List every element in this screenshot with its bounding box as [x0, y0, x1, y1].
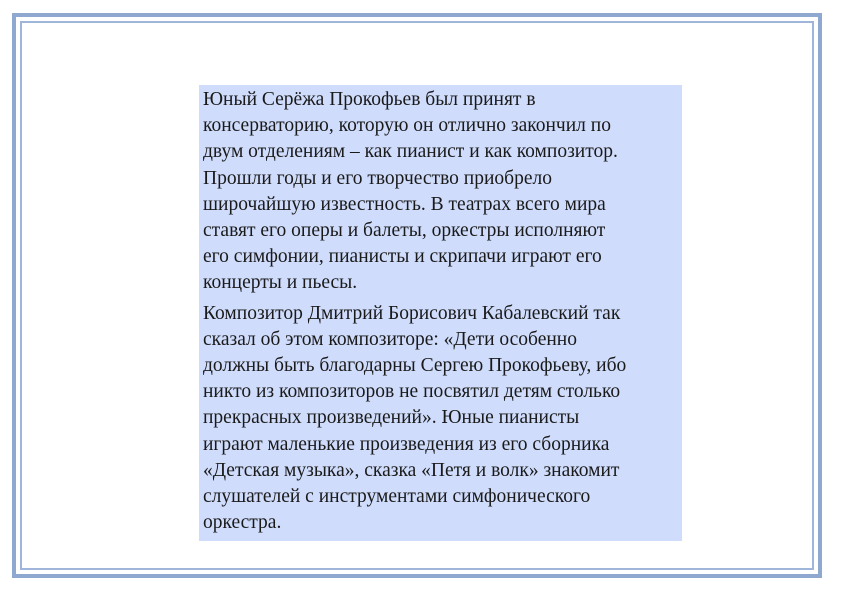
text-line: слушателей с инструментами симфонического [203, 486, 591, 508]
text-line: оркестра. [203, 512, 282, 534]
text-line: концерты и пьесы. [203, 272, 358, 294]
text-line: консерваторию, которую он отлично закончил по [203, 115, 611, 137]
text-box [199, 85, 682, 541]
text-line: широчайшую известность. В театрах всего мира [203, 193, 606, 215]
text-line: Композитор Дмитрий Борисович Кабалевский так [203, 302, 621, 324]
text-line: сказал об этом композиторе: «Дети особенно [203, 328, 577, 350]
paragraph-2 [203, 301, 678, 537]
text-line: его симфонии, пианисты и скрипачи играют его [203, 246, 602, 268]
text-line: должны быть благодарны Сергею Прокофьеву, ибо [203, 355, 627, 377]
paragraph-1 [203, 87, 678, 297]
text-line: играют маленькие произведения из его сборника [203, 433, 610, 455]
text-line: «Детская музыка», сказка «Петя и волк» знакомит [203, 459, 620, 481]
text-line: никто из композиторов не посвятил детям столько [203, 381, 621, 403]
text-line: Юный Серёжа Прокофьев был принят в [203, 89, 536, 110]
text-line: двум отделениям – как пианист и как композитор. [203, 141, 618, 163]
text-line: прекрасных произведений». Юные пианисты [203, 407, 580, 429]
text-line: ставят его оперы и балеты, оркестры исполняют [203, 220, 606, 242]
text-line: Прошли годы и его творчество приобрело [203, 167, 552, 189]
